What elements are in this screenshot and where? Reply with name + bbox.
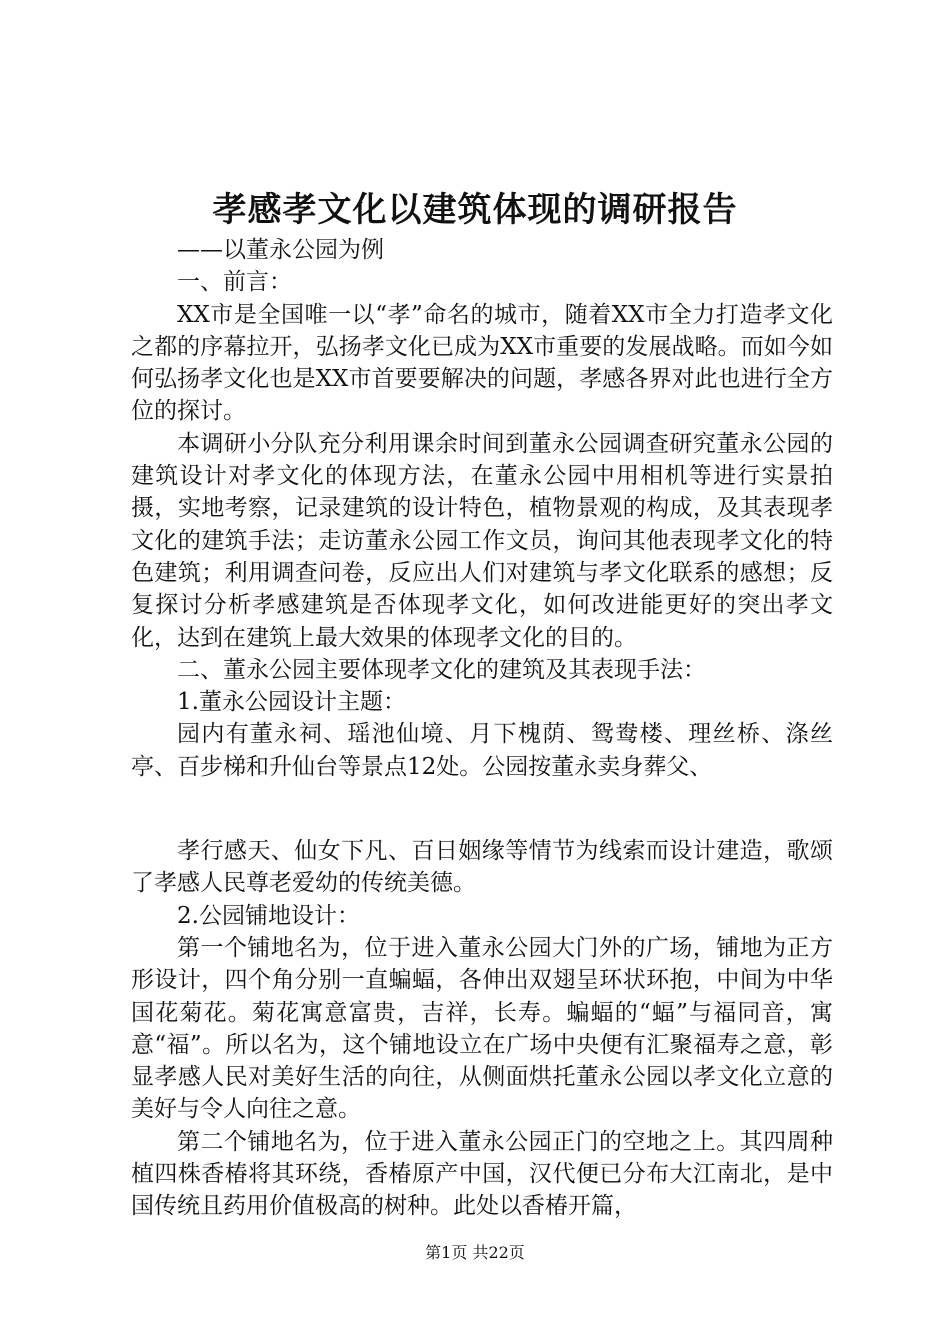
section-heading-preface: 一、前言： [177,269,292,296]
subtitle: ——以董永公园为例 [177,237,384,263]
paragraph-story-theme: 孝行感天、仙女下凡、百日姻缘等情节为线索而设计建造，歌颂了孝感人民尊老爱幼的传统美德。 [131,838,833,897]
subheading-paving-design: 2.公园铺地设计： [177,902,360,929]
section-heading-buildings: 二、董永公园主要体现孝文化的建筑及其表现手法： [177,656,706,683]
subheading-design-theme: 1.董永公园设计主题： [177,689,406,716]
paragraph-first-paving: 第一个铺地名为，位于进入董永公园大门外的广场，铺地为正方形设计，四个角分别一直蝙蝠，各伸出双翅呈环状环抱，中间为中华国花菊花。菊花寓意富贵，吉祥，长寿。蝙蝠的“蝠”与福同音，寓意“福”。所以名为，这个铺地设立在广场中央便有汇聚福寿之意，彰显孝感人民对美好生活的向往，从侧面烘托董永公园以孝文化立意的美好与令人向往之意。 [131,934,833,1123]
paragraph-second-paving: 第二个铺地名为，位于进入董永公园正门的空地之上。其四周种植四株香椿将其环绕，香椿原产中国，汉代便已分布大江南北，是中国传统且药用价值极高的树种。此处以香椿开篇， [131,1128,833,1220]
page-footer: 第1页 共22页 [425,1243,525,1262]
paragraph-scenic-spots: 园内有董永祠、瑶池仙境、月下槐荫、鸳鸯楼、理丝桥、涤丝亭、百步梯和升仙台等景点12处。公园按董永卖身葬父、 [131,721,833,780]
paragraph-intro: XX市是全国唯一以“孝”命名的城市，随着XX市全力打造孝文化之都的序幕拉开，弘扬孝文化已成为XX市重要的发展战略。而如今如何弘扬孝文化也是XX市首要要解决的问题，孝感各界对此也进行全方位的探讨。 [131,301,833,425]
report-title: 孝感孝文化以建筑体现的调研报告 [212,190,738,230]
blank-gap [131,783,833,835]
report-body [131,234,833,1223]
paragraph-method: 本调研小分队充分利用课余时间到董永公园调查研究董永公园的建筑设计对孝文化的体现方法，在董永公园中用相机等进行实景拍摄，实地考察，记录建筑的设计特色，植物景观的构成，及其表现孝文化的建筑手法；走访董永公园工作文员，询问其他表现孝文化的特色建筑；利用调查问卷，反应出人们对建筑与孝文化联系的感想；反复探讨分析孝感建筑是否体现孝文化，如何改进能更好的突出孝文化，达到在建筑上最大效果的体现孝文化的目的。 [131,430,833,651]
